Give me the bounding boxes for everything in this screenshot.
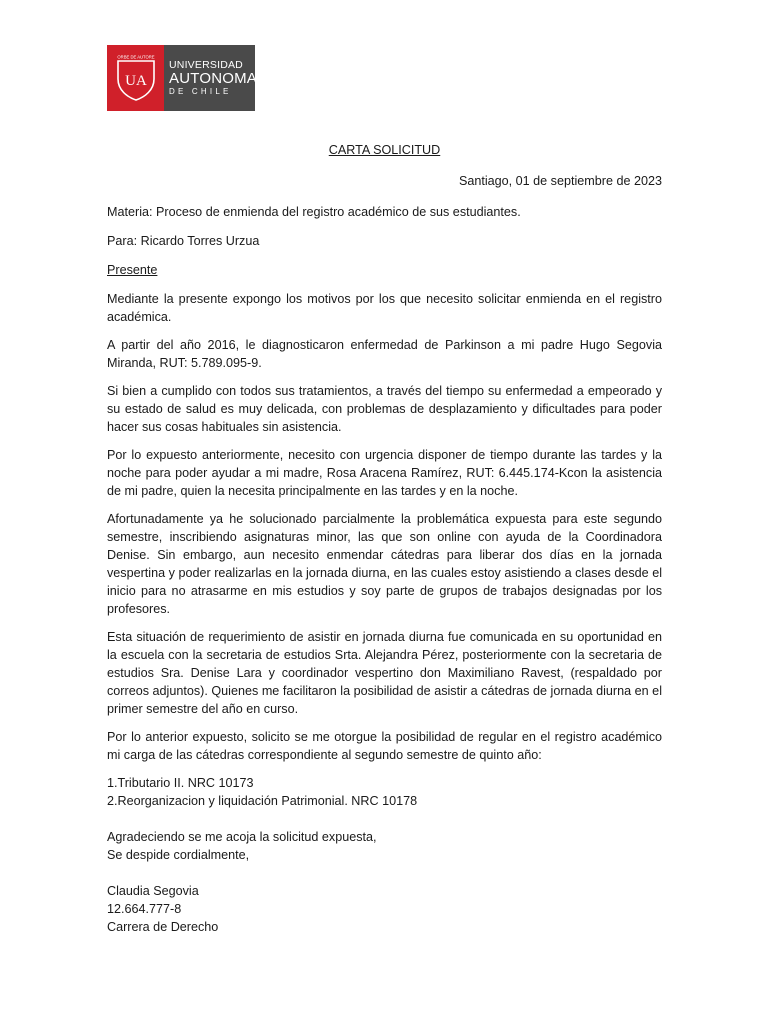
- paragraph-time-need: Por lo expuesto anteriormente, necesito con urgencia disponer de tiempo durante las tardes y la noche para poder ayudar a mi madre, Rosa Aracena Ramírez, RUT: 6.445.174-Kcon la asistencia de mi padre, quien la necesita principalmente en las tardes y en la noche.: [107, 448, 662, 498]
- letter-date: Santiago, 01 de septiembre de 2023: [458, 174, 662, 188]
- course-item: 1.Tributario II. NRC 10173: [107, 776, 254, 790]
- university-logo: [107, 45, 255, 111]
- letter-recipient: Para: Ricardo Torres Urzua: [107, 234, 260, 248]
- letter-subject: Materia: Proceso de enmienda del registro académico de sus estudiantes.: [107, 205, 521, 219]
- paragraph-request: Por lo anterior expuesto, solicito se me otorgue la posibilidad de regular en el registro académico mi carga de las cátedras correspondiente al segundo semestre de quinto año:: [107, 730, 662, 762]
- paragraph-partial-solution: Afortunadamente ya he solucionado parcialmente la problemática expuesta para este segundo semestre, inscribiendo asignaturas minor, las que son online con ayuda de la Coordinadora Denise. Sin embargo, aun necesito enmendar cátedras para liberar dos días en la jornada vespertina y poder realizarlas en la jornada diurna, en las cuales estoy asistiendo a clases desde el inicio para no atrasarme en mis estudios y soy parte de grupos de trabajos designadas por los profesores.: [107, 512, 662, 616]
- logo-line-universidad: UNIVERSIDAD: [169, 59, 243, 71]
- emblem-initials: UA: [124, 73, 147, 89]
- signature-block: [107, 882, 662, 936]
- letter-title: CARTA SOLICITUD: [328, 143, 441, 157]
- emblem-arc-text: ORBE DE AUTORE: [116, 54, 155, 60]
- closing-block: [107, 828, 662, 864]
- logo-line-de-chile: DE CHILE: [169, 87, 232, 96]
- closing-line: Agradeciendo se me acoja la solicitud expuesta,: [107, 830, 377, 844]
- logo-wordmark: [164, 45, 255, 111]
- logo-line-autonoma: AUTONOMA: [169, 70, 257, 87]
- paragraph-intro: Mediante la presente expongo los motivos por los que necesito solicitar enmienda en el registro académica.: [107, 292, 662, 324]
- shield-emblem-icon: [114, 53, 158, 103]
- logo-emblem-block: [107, 45, 164, 111]
- closing-line: Se despide cordialmente,: [107, 848, 250, 862]
- letter-presente: Presente: [107, 263, 158, 277]
- paragraph-health-status: Si bien a cumplido con todos sus tratamientos, a través del tiempo su enfermedad a empeorado y su estado de salud es muy delicada, con problemas de desplazamiento y dificultades para poder hacer sus cosas habituales sin asistencia.: [107, 384, 662, 434]
- signature-name: Claudia Segovia: [107, 884, 199, 898]
- paragraph-diagnosis: A partir del año 2016, le diagnosticaron enfermedad de Parkinson a mi padre Hugo Segovia Miranda, RUT: 5.789.095-9.: [107, 338, 662, 370]
- paragraph-communication: Esta situación de requerimiento de asistir en jornada diurna fue comunicada en su oportunidad en la escuela con la secretaria de estudios Srta. Alejandra Pérez, posteriormente con la secretaria de estudios Sra. Denise Lara y coordinador vespertino don Maximiliano Ravest, (respaldado por correos adjuntos). Quienes me facilitaron la posibilidad de asistir a cátedras de jornada diurna en el primer semestre del año en curso.: [107, 630, 662, 716]
- signature-rut: 12.664.777-8: [107, 902, 182, 916]
- course-list: [107, 774, 662, 810]
- course-item: 2.Reorganizacion y liquidación Patrimonial. NRC 10178: [107, 794, 418, 808]
- letter-body: [107, 141, 662, 936]
- signature-program: Carrera de Derecho: [107, 920, 219, 934]
